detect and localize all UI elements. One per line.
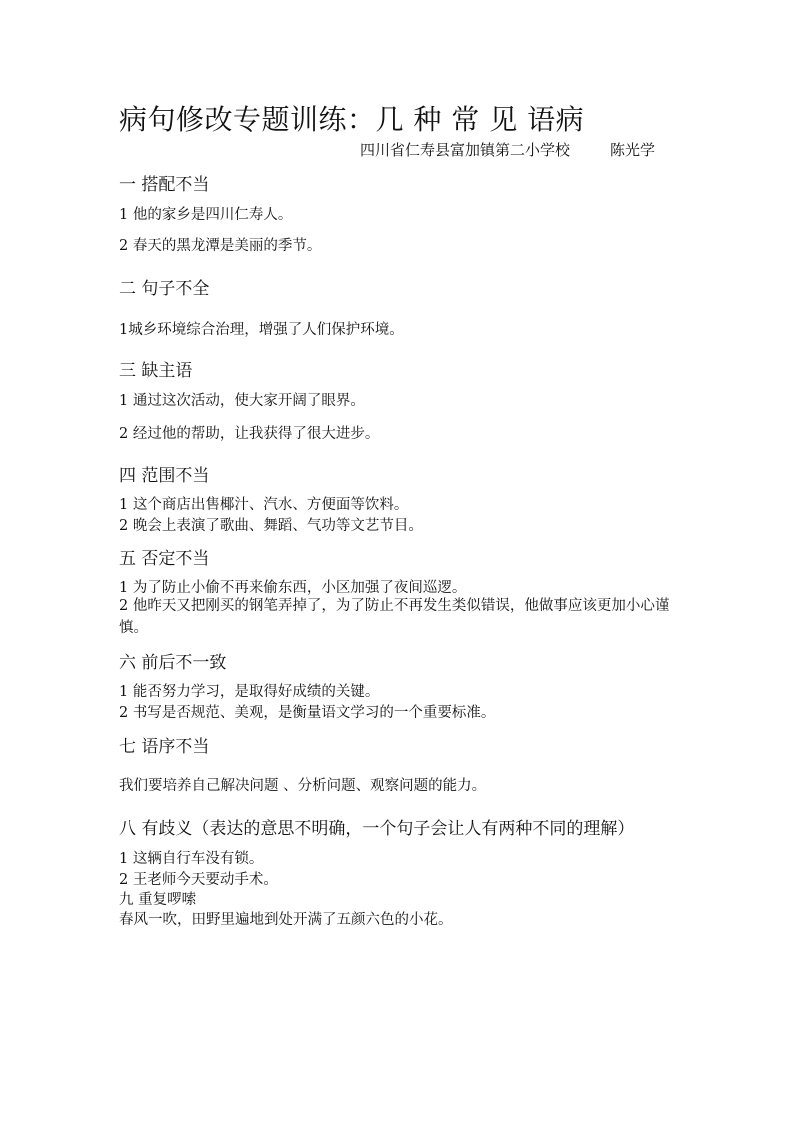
section-heading: 三 缺主语 [119,361,193,381]
list-item: 2 春天的黑龙潭是美丽的季节。 [119,238,322,254]
list-item: 2 他昨天又把刚买的钢笔弄掉了，为了防止不再发生类似错误，他做事应该更加小心谨慎。 [119,598,670,636]
list-item: 春风一吹，田野里遍地到处开满了五颜六色的小花。 [119,912,453,928]
section-heading: 六 前后不一致 [119,653,227,673]
author-name: 陈光学 [610,141,656,159]
list-item: 1 能否努力学习，是取得好成绩的关键。 [119,684,380,700]
section-heading: 八 有歧义（表达的意思不明确，一个句子会让人有两种不同的理解） [119,819,635,839]
section-heading: 五 否定不当 [119,549,210,569]
section-heading: 一 搭配不当 [119,175,210,195]
list-item: 2 经过他的帮助，让我获得了很大进步。 [119,426,380,442]
list-item: 2 书写是否规范、美观，是衡量语文学习的一个重要标准。 [119,705,496,721]
list-item: 1 他的家乡是四川仁寿人。 [119,207,293,223]
list-item: 1 这个商店出售椰汁、汽水、方便面等饮料。 [119,497,409,513]
list-item: 1城乡环境综合治理，增强了人们保护环境。 [119,322,404,338]
list-item: 1 通过这次活动，使大家开阔了眼界。 [119,393,365,409]
section-heading: 九 重复啰嗦 [119,892,197,908]
document-title: 病句修改专题训练：几 种 常 见 语病 [119,103,585,136]
list-item: 1 为了防止小偷不再来偷东西，小区加强了夜间巡逻。 [119,580,467,596]
list-item: 2 晚会上表演了歌曲、舞蹈、气功等文艺节目。 [119,518,423,534]
section-heading: 二 句子不全 [119,279,210,299]
section-heading: 四 范围不当 [119,466,210,486]
author-line [360,139,655,160]
list-item: 2 王老师今天要动手术。 [119,872,278,888]
section-heading: 七 语序不当 [119,737,210,757]
school-name: 四川省仁寿县富加镇第二小学校 [360,141,571,159]
list-item: 1 这辆自行车没有锁。 [119,851,264,867]
list-item: 我们要培养自己解决问题 、分析问题、观察问题的能力。 [119,778,487,794]
